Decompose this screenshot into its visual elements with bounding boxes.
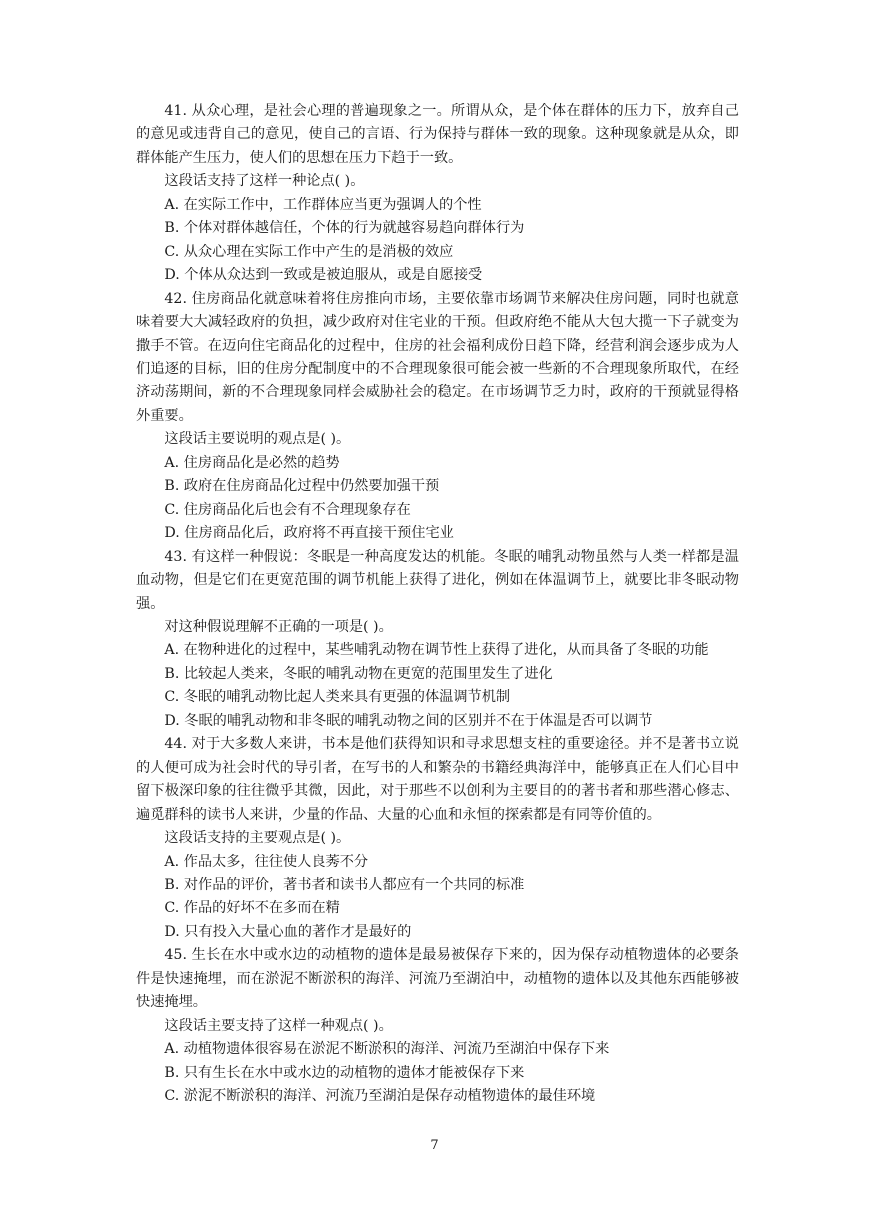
option-a: A. 动植物遗体很容易在淤泥不断淤积的海洋、河流乃至湖泊中保存下来 [164, 1041, 610, 1058]
option-b: B. 对作品的评价，著书者和读书人都应有一个共同的标准 [164, 876, 525, 893]
option-b: B. 比较起人类来，冬眠的哺乳动物在更宽的范围里发生了进化 [164, 665, 553, 682]
question-41 [136, 100, 739, 288]
option-b: B. 只有生长在水中或水边的动植物的遗体才能被保存下来 [164, 1064, 525, 1081]
option-d: D. 住房商品化后，政府将不再直接干预住宅业 [164, 525, 454, 542]
option-a: A. 在实际工作中，工作群体应当更为强调人的个性 [164, 196, 482, 213]
option-a: A. 在物种进化的过程中，某些哺乳动物在调节性上获得了进化，从而具备了冬眠的功能 [164, 642, 709, 659]
option-b: B. 个体对群体越信任，个体的行为就越容易趋向群体行为 [164, 220, 525, 237]
option-d: D. 冬眠的哺乳动物和非冬眠的哺乳动物之间的区别并不在于体温是否可以调节 [164, 712, 653, 729]
question-list [136, 100, 739, 1108]
question-stem: 41. 从众心理，是社会心理的普遍现象之一。所谓从众，是个体在群体的压力下，放弃自己的意见或违背自己的意见，使自己的言语、行为保持与群体一致的现象。这种现象就是从众，即群体能产生压力，使人们的思想在压力下趋于一致。 [136, 103, 739, 166]
option-d: D. 只有投入大量心血的著作才是最好的 [164, 923, 412, 940]
question-stem: 42. 住房商品化就意味着将住房推向市场，主要依靠市场调节来解决住房问题，同时也就意味着要大大减轻政府的负担，减少政府对住宅业的干预。但政府绝不能从大包大揽一下子就变为撒手不管。在迈向住宅商品化的过程中，住房的社会福利成份日趋下降，经营利润会逐步成为人们追逐的目标，旧的住房分配制度中的不合理现象很可能会被一些新的不合理现象所取代，在经济动荡期间，新的不合理现象同样会威胁社会的稳定。在市场调节乏力时，政府的干预就显得格外重要。 [136, 290, 739, 424]
option-c: C. 从众心理在实际工作中产生的是消极的效应 [164, 243, 454, 260]
option-c: C. 冬眠的哺乳动物比起人类来具有更强的体温调节机制 [164, 689, 511, 706]
question-stem: 43. 有这样一种假说：冬眠是一种高度发达的机能。冬眠的哺乳动物虽然与人类一样都是温血动物，但是它们在更宽范围的调节机能上获得了进化，例如在体温调节上，就要比非冬眠动物强。 [136, 548, 739, 612]
question-42 [136, 288, 739, 546]
option-a: A. 住房商品化是必然的趋势 [164, 454, 340, 471]
question-prompt: 这段话主要支持了这样一种观点( )。 [164, 1017, 393, 1034]
option-c: C. 淤泥不断淤积的海洋、河流乃至湖泊是保存动植物遗体的最佳环境 [164, 1088, 596, 1105]
question-stem: 44. 对于大多数人来讲，书本是他们获得知识和寻求思想支柱的重要途径。并不是著书立说的人便可成为社会时代的导引者，在写书的人和繁杂的书籍经典海洋中，能够真正在人们心目中留下极深印象的往往微乎其微，因此，对于那些不以创利为主要目的的著书者和那些潜心修志、遍觅群科的读书人来讲，少量的作品、大量的心血和永恒的探索都是有同等价值的。 [136, 736, 739, 823]
question-44 [136, 733, 739, 944]
question-prompt: 这段话支持的主要观点是( )。 [164, 830, 351, 847]
page-number: 7 [430, 1138, 439, 1153]
question-stem: 45. 生长在水中或水边的动植物的遗体是最易被保存下来的，因为保存动植物遗体的必要条件是快速掩埋，而在淤泥不断淤积的海洋、河流乃至湖泊中，动植物的遗体以及其他东西能够被快速掩埋。 [136, 947, 739, 1011]
option-d: D. 个体从众达到一致或是被迫服从，或是自愿接受 [164, 267, 483, 284]
option-c: C. 住房商品化后也会有不合理现象存在 [164, 501, 411, 518]
option-b: B. 政府在住房商品化过程中仍然要加强干预 [164, 478, 440, 495]
question-prompt: 这段话主要说明的观点是( )。 [164, 431, 351, 448]
question-45 [136, 944, 739, 1108]
option-c: C. 作品的好坏不在多而在精 [164, 900, 340, 917]
question-prompt: 这段话支持了这样一种论点( )。 [164, 173, 365, 190]
option-a: A. 作品太多，往往使人良莠不分 [164, 853, 369, 870]
question-43 [136, 546, 739, 734]
question-prompt: 对这种假说理解不正确的一项是( )。 [164, 618, 393, 635]
